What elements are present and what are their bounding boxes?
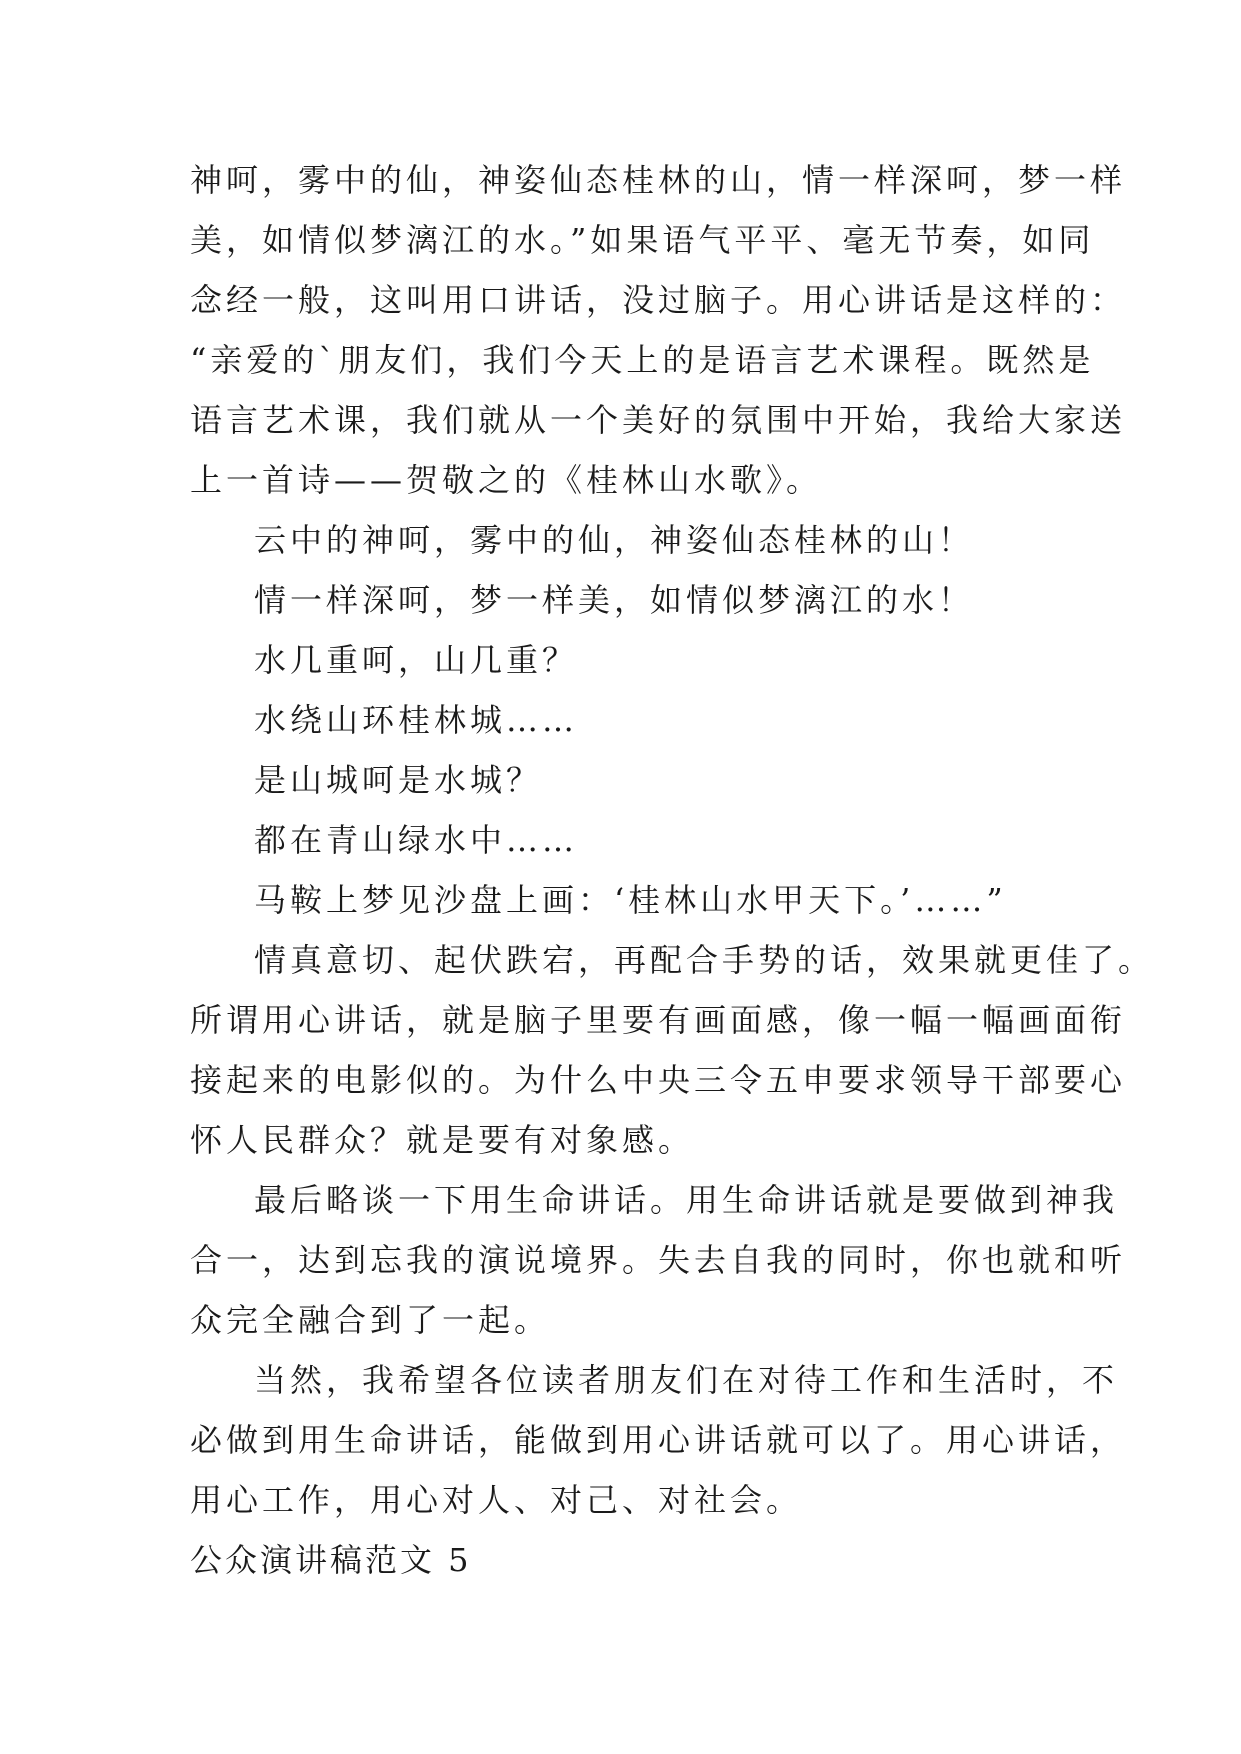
poem-line: 是山城呵是水城？ <box>254 761 543 799</box>
text-line: 神呵，雾中的仙，神姿仙态桂林的山，情一样深呵，梦一样 <box>190 161 1127 199</box>
text-line: 用心工作，用心对人、对己、对社会。 <box>190 1481 803 1519</box>
poem-line: 都在青山绿水中…… <box>254 821 579 859</box>
text-line: 接起来的电影似的。为什么中央三令五申要求领导干部要心 <box>190 1061 1127 1099</box>
poem-line: 情一样深呵，梦一样美，如情似梦漓江的水！ <box>254 581 975 619</box>
section-heading: 公众演讲稿范文 5 <box>190 1541 472 1579</box>
poem-line: 水几重呵，山几重？ <box>254 641 579 679</box>
paragraph-first-line: 最后略谈一下用生命讲话。用生命讲话就是要做到神我 <box>254 1181 1119 1219</box>
text-line: 必做到用生命讲话，能做到用心讲话就可以了。用心讲话， <box>190 1421 1127 1459</box>
text-line: 众完全融合到了一起。 <box>190 1301 551 1339</box>
text-line: 念经一般，这叫用口讲话，没过脑子。用心讲话是这样的： <box>190 281 1127 319</box>
text-line: 美，如情似梦漓江的水。”如果语气平平、毫无节奏，如同 <box>190 221 1095 259</box>
text-line: 合一，达到忘我的演说境界。失去自我的同时，你也就和听 <box>190 1241 1127 1279</box>
text-line: 所谓用心讲话，就是脑子里要有画面感，像一幅一幅画面衔 <box>190 1001 1127 1039</box>
text-line: 怀人民群众？就是要有对象感。 <box>190 1121 695 1159</box>
poem-line: 云中的神呵，雾中的仙，神姿仙态桂林的山！ <box>254 521 975 559</box>
paragraph-first-line: 情真意切、起伏跌宕，再配合手势的话，效果就更佳了。 <box>254 941 1155 979</box>
poem-line: 水绕山环桂林城…… <box>254 701 579 739</box>
paragraph-first-line: 当然，我希望各位读者朋友们在对待工作和生活时，不 <box>254 1361 1119 1399</box>
text-line: “亲爱的`朋友们，我们今天上的是语言艺术课程。既然是 <box>190 341 1095 379</box>
document-page <box>190 150 1155 1590</box>
text-line: 上一首诗——贺敬之的《桂林山水歌》。 <box>190 461 823 499</box>
poem-line: 马鞍上梦见沙盘上画：‘桂林山水甲天下。’……” <box>254 881 1007 919</box>
text-line: 语言艺术课，我们就从一个美好的氛围中开始，我给大家送 <box>190 401 1127 439</box>
